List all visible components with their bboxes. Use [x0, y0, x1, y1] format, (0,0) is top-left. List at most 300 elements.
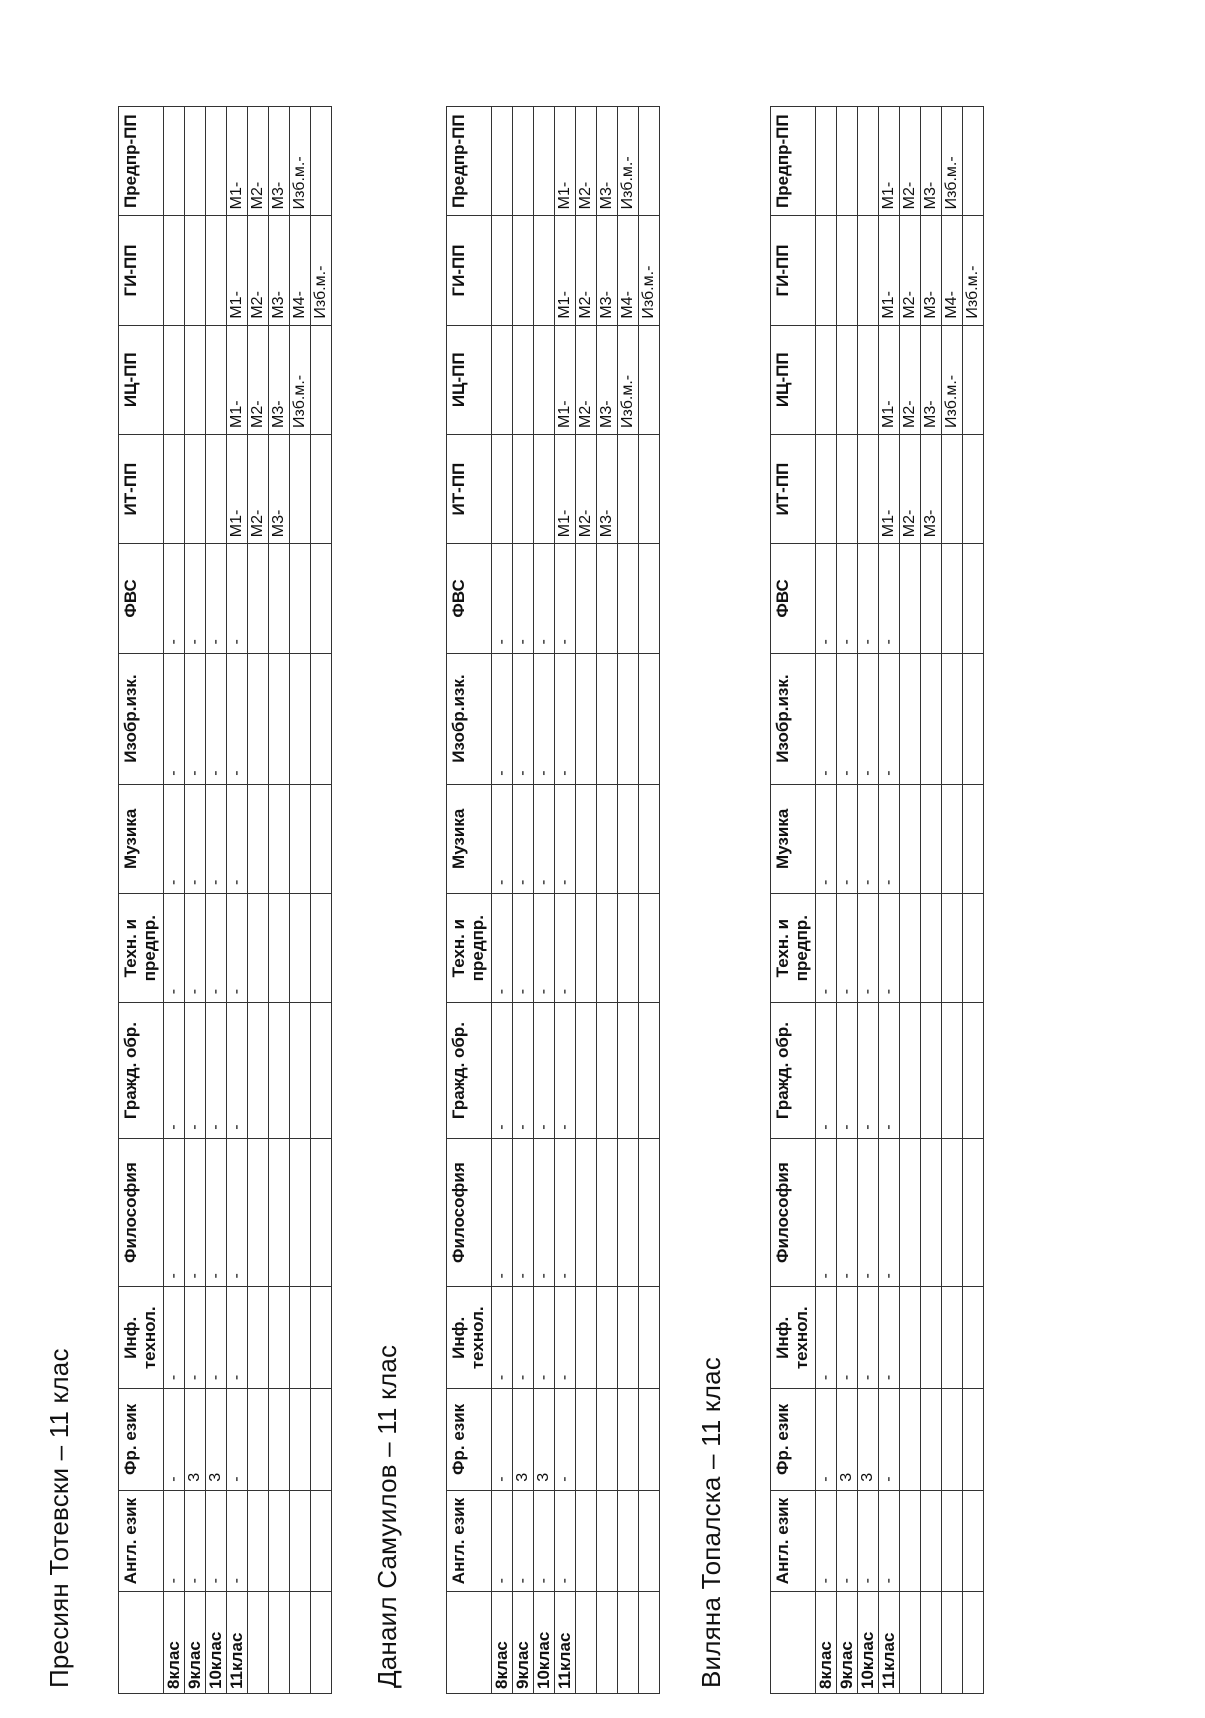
module-cell — [311, 325, 332, 434]
grade-cell — [311, 1138, 332, 1287]
student-title: Пресиян Тотевски – 11 клас — [44, 1348, 74, 1688]
grade-cell — [618, 1490, 639, 1592]
grade-cell — [576, 893, 597, 1002]
grade-cell: - — [837, 893, 858, 1002]
grade-cell: - — [164, 653, 185, 784]
grade-cell — [639, 544, 660, 653]
column-header: Англ. език — [771, 1490, 816, 1592]
grade-cell: - — [185, 1287, 206, 1389]
module-cell — [513, 107, 534, 216]
grade-cell: - — [534, 784, 555, 893]
row-label — [269, 1592, 290, 1694]
module-cell: М2- — [576, 434, 597, 543]
grade-cell: - — [164, 1490, 185, 1592]
column-header: Философия — [119, 1138, 164, 1287]
grade-cell — [942, 893, 963, 1002]
grade-cell: - — [513, 1287, 534, 1389]
column-header: Гражд. обр. — [119, 1003, 164, 1139]
column-header: Инф. технол. — [771, 1287, 816, 1389]
table-row — [858, 107, 879, 1694]
grade-cell — [900, 1389, 921, 1491]
module-cell: Изб.м.- — [618, 107, 639, 216]
column-header: Музика — [771, 784, 816, 893]
column-header: ГИ-ПП — [771, 216, 816, 325]
module-cell — [513, 216, 534, 325]
module-cell: М3- — [921, 107, 942, 216]
header-row — [447, 107, 492, 1694]
module-cell: М3- — [597, 434, 618, 543]
module-cell: М3- — [597, 216, 618, 325]
grade-cell — [290, 1003, 311, 1139]
grade-cell — [900, 893, 921, 1002]
grade-cell: - — [492, 544, 513, 653]
grade-cell — [576, 1003, 597, 1139]
grade-cell: - — [513, 1138, 534, 1287]
module-cell — [858, 434, 879, 543]
grade-cell: - — [816, 1003, 837, 1139]
grade-cell — [639, 1138, 660, 1287]
grade-cell: - — [206, 653, 227, 784]
table-row — [164, 107, 185, 1694]
grade-cell: - — [164, 784, 185, 893]
row-label — [921, 1592, 942, 1694]
grade-cell: - — [837, 653, 858, 784]
module-cell — [963, 325, 984, 434]
table-row — [555, 107, 576, 1694]
grade-cell — [597, 1389, 618, 1491]
module-cell: М1- — [879, 216, 900, 325]
column-header: Инф. технол. — [119, 1287, 164, 1389]
column-header: Фр. език — [771, 1389, 816, 1491]
grade-cell — [921, 893, 942, 1002]
column-header: ИТ-ПП — [119, 434, 164, 543]
grade-cell: - — [185, 1490, 206, 1592]
column-header: Гражд. обр. — [771, 1003, 816, 1139]
module-cell — [618, 434, 639, 543]
grade-cell: 3 — [185, 1389, 206, 1491]
module-cell: М1- — [227, 107, 248, 216]
grade-cell: - — [534, 544, 555, 653]
grade-cell — [921, 1138, 942, 1287]
row-label — [290, 1592, 311, 1694]
column-header: Изобр.изк. — [447, 653, 492, 784]
grade-cell — [290, 1490, 311, 1592]
grade-cell — [269, 1389, 290, 1491]
column-header: Фр. език — [447, 1389, 492, 1491]
grade-cell: 3 — [534, 1389, 555, 1491]
grade-cell: - — [534, 1287, 555, 1389]
module-cell: М3- — [269, 216, 290, 325]
module-cell — [164, 107, 185, 216]
grade-cell: - — [206, 1003, 227, 1139]
grade-cell: - — [879, 784, 900, 893]
grade-cell — [597, 1138, 618, 1287]
grade-cell — [290, 1389, 311, 1491]
table-row — [185, 107, 206, 1694]
grade-cell — [963, 1287, 984, 1389]
module-cell — [164, 325, 185, 434]
grade-cell: - — [164, 1389, 185, 1491]
row-label: 10клас — [534, 1592, 555, 1694]
row-label: 9клас — [837, 1592, 858, 1694]
module-cell: М2- — [900, 434, 921, 543]
module-cell — [816, 216, 837, 325]
module-cell: М1- — [227, 325, 248, 434]
row-label — [963, 1592, 984, 1694]
grade-cell — [576, 1138, 597, 1287]
column-header: Техн. и предпр. — [119, 893, 164, 1002]
row-label — [900, 1592, 921, 1694]
column-header: ФВС — [771, 544, 816, 653]
module-cell — [858, 325, 879, 434]
grade-cell — [942, 1003, 963, 1139]
table-row — [837, 107, 858, 1694]
table-row — [618, 107, 639, 1694]
grade-cell: - — [164, 1138, 185, 1287]
grade-cell: - — [837, 544, 858, 653]
grade-cell — [921, 1389, 942, 1491]
module-cell — [816, 107, 837, 216]
grade-cell — [639, 784, 660, 893]
module-cell: Изб.м.- — [290, 107, 311, 216]
grade-cell: - — [555, 784, 576, 893]
column-header: Англ. език — [119, 1490, 164, 1592]
module-cell: М2- — [576, 325, 597, 434]
grade-cell: - — [513, 893, 534, 1002]
grade-cell: 3 — [837, 1389, 858, 1491]
module-cell: М1- — [555, 434, 576, 543]
row-label: 10клас — [206, 1592, 227, 1694]
header-row — [119, 107, 164, 1694]
table-row — [513, 107, 534, 1694]
module-cell — [858, 107, 879, 216]
grade-cell — [921, 653, 942, 784]
grade-cell — [963, 653, 984, 784]
grade-cell — [311, 784, 332, 893]
grade-cell: - — [492, 1490, 513, 1592]
module-cell — [206, 434, 227, 543]
grade-cell — [921, 1490, 942, 1592]
grade-cell — [942, 784, 963, 893]
grade-cell: - — [879, 1287, 900, 1389]
grades-table — [446, 106, 660, 1694]
grade-cell: - — [513, 784, 534, 893]
module-cell — [534, 434, 555, 543]
column-header: Фр. език — [119, 1389, 164, 1491]
grade-cell: - — [206, 544, 227, 653]
grade-cell: - — [534, 893, 555, 1002]
module-cell — [639, 107, 660, 216]
grade-cell: - — [185, 653, 206, 784]
table-row — [576, 107, 597, 1694]
grade-cell — [921, 1287, 942, 1389]
grade-cell: - — [206, 1138, 227, 1287]
grade-cell: - — [513, 653, 534, 784]
module-cell: М4- — [618, 216, 639, 325]
column-header: Изобр.изк. — [771, 653, 816, 784]
grade-cell — [290, 544, 311, 653]
grade-cell — [597, 544, 618, 653]
row-label — [639, 1592, 660, 1694]
column-header: Техн. и предпр. — [771, 893, 816, 1002]
grade-cell: - — [858, 544, 879, 653]
grade-cell — [639, 1287, 660, 1389]
grade-cell: - — [227, 1003, 248, 1139]
table-row — [921, 107, 942, 1694]
module-cell: Изб.м.- — [639, 216, 660, 325]
module-cell — [534, 325, 555, 434]
grade-cell: - — [185, 1138, 206, 1287]
grade-cell — [597, 1287, 618, 1389]
table-row — [900, 107, 921, 1694]
grade-cell: - — [534, 653, 555, 784]
module-cell: М3- — [921, 434, 942, 543]
grade-cell — [248, 544, 269, 653]
column-header — [771, 1592, 816, 1694]
grade-cell — [290, 784, 311, 893]
grade-cell — [963, 1490, 984, 1592]
grade-cell — [900, 653, 921, 784]
grade-cell — [963, 1389, 984, 1491]
module-cell — [639, 434, 660, 543]
grade-cell: - — [513, 1490, 534, 1592]
module-cell: М3- — [597, 325, 618, 434]
grade-cell: - — [227, 893, 248, 1002]
grade-cell — [639, 1389, 660, 1491]
header-row — [771, 107, 816, 1694]
grade-cell — [597, 653, 618, 784]
row-label: 8клас — [816, 1592, 837, 1694]
grade-cell: - — [816, 653, 837, 784]
module-cell: М1- — [555, 325, 576, 434]
module-cell — [837, 216, 858, 325]
module-cell: М2- — [900, 107, 921, 216]
grade-cell — [639, 1003, 660, 1139]
grade-cell — [311, 1490, 332, 1592]
row-label: 9клас — [185, 1592, 206, 1694]
grade-cell: - — [816, 784, 837, 893]
grade-cell — [618, 653, 639, 784]
grade-cell: - — [837, 1490, 858, 1592]
grade-cell — [900, 1138, 921, 1287]
grade-cell — [618, 1138, 639, 1287]
grade-cell — [963, 1138, 984, 1287]
module-cell: М1- — [555, 216, 576, 325]
grade-cell — [963, 784, 984, 893]
grades-table — [118, 106, 332, 1694]
grade-cell: - — [879, 653, 900, 784]
module-cell: М4- — [942, 216, 963, 325]
grade-cell — [269, 1490, 290, 1592]
module-cell: М1- — [227, 216, 248, 325]
module-cell: М2- — [248, 325, 269, 434]
grade-cell — [311, 1389, 332, 1491]
table-row — [290, 107, 311, 1694]
module-cell: М3- — [269, 325, 290, 434]
grade-cell: - — [837, 784, 858, 893]
grade-cell — [963, 544, 984, 653]
grade-cell: - — [164, 544, 185, 653]
grade-cell — [618, 784, 639, 893]
module-cell: М2- — [900, 325, 921, 434]
grade-cell: - — [816, 1490, 837, 1592]
student-title: Данаил Самуилов – 11 клас — [372, 1344, 402, 1688]
table-row — [597, 107, 618, 1694]
module-cell: М2- — [248, 216, 269, 325]
row-label: 8клас — [164, 1592, 185, 1694]
module-cell: М3- — [269, 107, 290, 216]
module-cell: М3- — [597, 107, 618, 216]
grade-cell: - — [206, 784, 227, 893]
grade-cell: - — [492, 1287, 513, 1389]
grade-cell: - — [879, 1138, 900, 1287]
grade-cell — [900, 1287, 921, 1389]
grade-cell — [597, 784, 618, 893]
table-row — [227, 107, 248, 1694]
module-cell — [492, 107, 513, 216]
module-cell — [492, 434, 513, 543]
column-header: ИЦ-ПП — [119, 325, 164, 434]
column-header — [119, 1592, 164, 1694]
module-cell — [164, 434, 185, 543]
module-cell: М3- — [269, 434, 290, 543]
grade-cell — [576, 1490, 597, 1592]
grade-cell: - — [492, 653, 513, 784]
table-row — [942, 107, 963, 1694]
module-cell — [837, 325, 858, 434]
grade-cell: - — [555, 1003, 576, 1139]
column-header: ГИ-ПП — [119, 216, 164, 325]
module-cell — [816, 434, 837, 543]
grade-cell: - — [816, 1389, 837, 1491]
grade-cell — [290, 1138, 311, 1287]
grade-cell: - — [227, 784, 248, 893]
module-cell — [963, 434, 984, 543]
grade-cell — [900, 1490, 921, 1592]
grade-cell: - — [858, 893, 879, 1002]
grade-cell: - — [164, 893, 185, 1002]
grade-cell: - — [879, 544, 900, 653]
grade-cell — [311, 544, 332, 653]
grade-cell — [618, 893, 639, 1002]
module-cell — [816, 325, 837, 434]
table-row — [206, 107, 227, 1694]
module-cell: М1- — [879, 325, 900, 434]
module-cell — [290, 434, 311, 543]
grade-cell: - — [185, 544, 206, 653]
row-label: 11клас — [227, 1592, 248, 1694]
column-header: Изобр.изк. — [119, 653, 164, 784]
grade-cell — [576, 544, 597, 653]
grade-cell: - — [206, 1490, 227, 1592]
grade-cell: - — [858, 1138, 879, 1287]
grade-cell: - — [185, 893, 206, 1002]
column-header: ИТ-ПП — [771, 434, 816, 543]
column-header: Музика — [119, 784, 164, 893]
row-label — [311, 1592, 332, 1694]
column-header: Музика — [447, 784, 492, 893]
grade-cell — [269, 1287, 290, 1389]
row-label: 11клас — [555, 1592, 576, 1694]
grade-cell — [248, 784, 269, 893]
grade-cell: - — [534, 1138, 555, 1287]
grade-cell — [248, 1389, 269, 1491]
grade-cell — [311, 1003, 332, 1139]
grade-cell: - — [837, 1003, 858, 1139]
grade-cell: - — [534, 1490, 555, 1592]
module-cell: М2- — [576, 216, 597, 325]
grade-cell: - — [555, 1389, 576, 1491]
grade-cell: - — [837, 1287, 858, 1389]
module-cell: М2- — [248, 434, 269, 543]
module-cell: Изб.м.- — [290, 325, 311, 434]
grade-cell — [269, 1138, 290, 1287]
grade-cell: - — [879, 1490, 900, 1592]
grade-cell: - — [164, 1003, 185, 1139]
grade-cell: - — [492, 1389, 513, 1491]
column-header: ИЦ-ПП — [771, 325, 816, 434]
grade-cell: - — [227, 1287, 248, 1389]
grade-cell: - — [837, 1138, 858, 1287]
grade-cell — [597, 1490, 618, 1592]
grade-cell: - — [227, 1389, 248, 1491]
grade-cell — [248, 653, 269, 784]
column-header: Англ. език — [447, 1490, 492, 1592]
column-header: Техн. и предпр. — [447, 893, 492, 1002]
grade-cell — [963, 1003, 984, 1139]
module-cell — [513, 325, 534, 434]
column-header: Инф. технол. — [447, 1287, 492, 1389]
module-cell — [534, 216, 555, 325]
grade-cell: - — [816, 1287, 837, 1389]
grade-cell — [942, 1287, 963, 1389]
grade-cell — [269, 544, 290, 653]
grade-cell — [942, 1389, 963, 1491]
module-cell — [942, 434, 963, 543]
grade-cell — [290, 653, 311, 784]
grade-cell — [269, 1003, 290, 1139]
module-cell: М3- — [921, 216, 942, 325]
grade-cell — [618, 1389, 639, 1491]
grade-cell: - — [185, 784, 206, 893]
grade-cell — [921, 784, 942, 893]
table-row — [816, 107, 837, 1694]
grade-cell: - — [492, 893, 513, 1002]
grade-cell: - — [879, 893, 900, 1002]
column-header: Гражд. обр. — [447, 1003, 492, 1139]
grade-cell: - — [555, 653, 576, 784]
grade-cell: - — [555, 1490, 576, 1592]
module-cell — [206, 216, 227, 325]
module-cell — [164, 216, 185, 325]
grade-cell — [576, 784, 597, 893]
row-label — [942, 1592, 963, 1694]
row-label — [618, 1592, 639, 1694]
module-cell — [963, 107, 984, 216]
student-title: Виляна Топалска – 11 клас — [696, 1356, 726, 1688]
module-cell: Изб.м.- — [963, 216, 984, 325]
grade-cell — [576, 653, 597, 784]
module-cell — [837, 107, 858, 216]
module-cell — [837, 434, 858, 543]
module-cell — [311, 107, 332, 216]
grade-cell — [921, 1003, 942, 1139]
grade-cell: - — [879, 1003, 900, 1139]
module-cell — [492, 216, 513, 325]
grade-cell: - — [816, 1138, 837, 1287]
table-row — [639, 107, 660, 1694]
row-label: 10клас — [858, 1592, 879, 1694]
